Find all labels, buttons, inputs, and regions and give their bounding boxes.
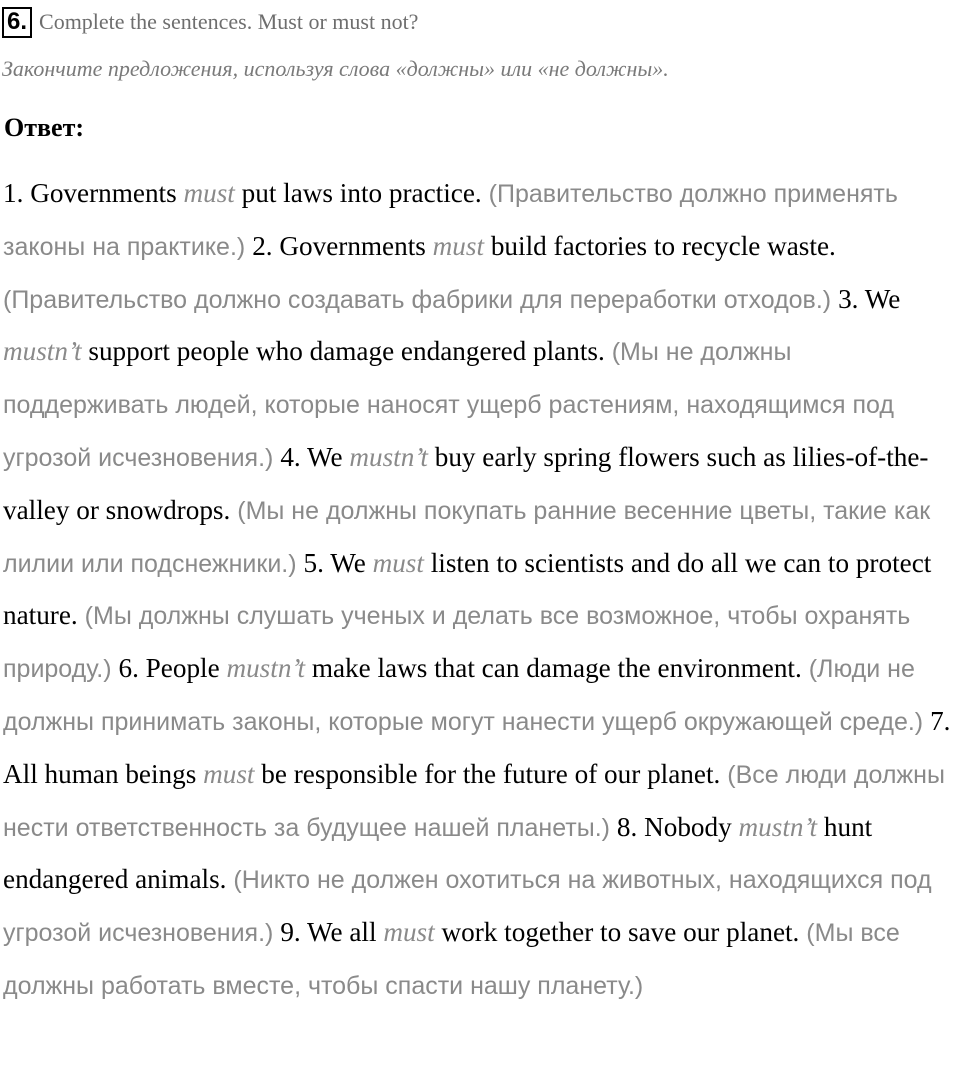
sentence-translation: (Мы все должны работать вместе, чтобы спасти нашу планету.)	[3, 919, 900, 1000]
modal-verb: must	[432, 230, 485, 261]
sentence-start: 2. Governments	[252, 230, 433, 261]
sentence-end: listen to scientists and do all we can to protect nature.	[3, 547, 932, 631]
instruction-translation: Закончите предложения, используя слова «должны» или «не должны».	[2, 56, 669, 81]
modal-verb: mustn’t	[349, 441, 428, 472]
exercise-header	[2, 6, 418, 38]
exercise-number: 6.	[2, 7, 32, 38]
sentence-start: 7. All human beings	[3, 705, 951, 789]
modal-verb: must	[372, 547, 424, 578]
modal-verb: must	[203, 758, 255, 789]
exercise-instruction: Complete the sentences. Must or must not?	[39, 9, 419, 34]
sentence-start: 1. Governments	[3, 178, 184, 208]
sentence-translation: (Правительство должно создавать фабрики для переработки отходов.)	[3, 285, 839, 314]
sentence-end: buy early spring flowers such as lilies-of-the-valley or snowdrops.	[3, 441, 929, 525]
sentence-end: make laws that can damage the environment.	[305, 653, 802, 684]
sentence-translation: (Все люди должны нести ответственность за будущее нашей планеты.)	[3, 760, 945, 842]
sentence-start: 6. People	[118, 653, 227, 684]
sentence-translation: (Мы должны слушать ученых и делать все возможное, чтобы охранять природу.)	[3, 602, 911, 684]
sentence-end: build factories to recycle waste.	[484, 230, 836, 261]
modal-verb: mustn’t	[226, 653, 306, 684]
sentence-start: 8. Nobody	[616, 811, 739, 842]
sentence-translation: (Люди не должны принимать законы, которые могут нанести ущерб окружающей среде.)	[3, 655, 931, 736]
modal-verb: mustn’t	[738, 811, 818, 842]
modal-verb: must	[383, 917, 435, 948]
sentence-start: 5. We	[303, 547, 373, 578]
sentence-end: be responsible for the future of our planet.	[254, 758, 721, 789]
sentence-translation: (Мы не должны покупать ранние весенние цветы, такие как лилии или подснежники.)	[3, 496, 931, 578]
sentence-end: support people who damage endangered plants.	[81, 336, 605, 367]
sentence-start: 4. We	[280, 441, 350, 472]
sentence-end: put laws into practice.	[234, 178, 482, 208]
sentence-translation: (Никто не должен охотиться на животных, находящихся под угрозой исчезновения.)	[3, 866, 932, 948]
sentence-translation: (Правительство должно применять законы на практике.)	[3, 180, 898, 261]
modal-verb: mustn’t	[3, 336, 82, 367]
sentence-start: 9. We all	[280, 917, 384, 948]
sentence-end: hunt endangered animals.	[3, 811, 873, 895]
answer-paragraph	[3, 168, 958, 1013]
sentence-start: 3. We	[838, 283, 901, 314]
modal-verb: must	[183, 178, 235, 208]
sentence-translation: (Мы не должны поддерживать людей, которые наносят ущерб растениям, находящимся под угрозой исчезновения.)	[3, 338, 894, 472]
answer-label: Ответ:	[4, 113, 85, 142]
sentence-end: work together to save our planet.	[434, 917, 800, 948]
